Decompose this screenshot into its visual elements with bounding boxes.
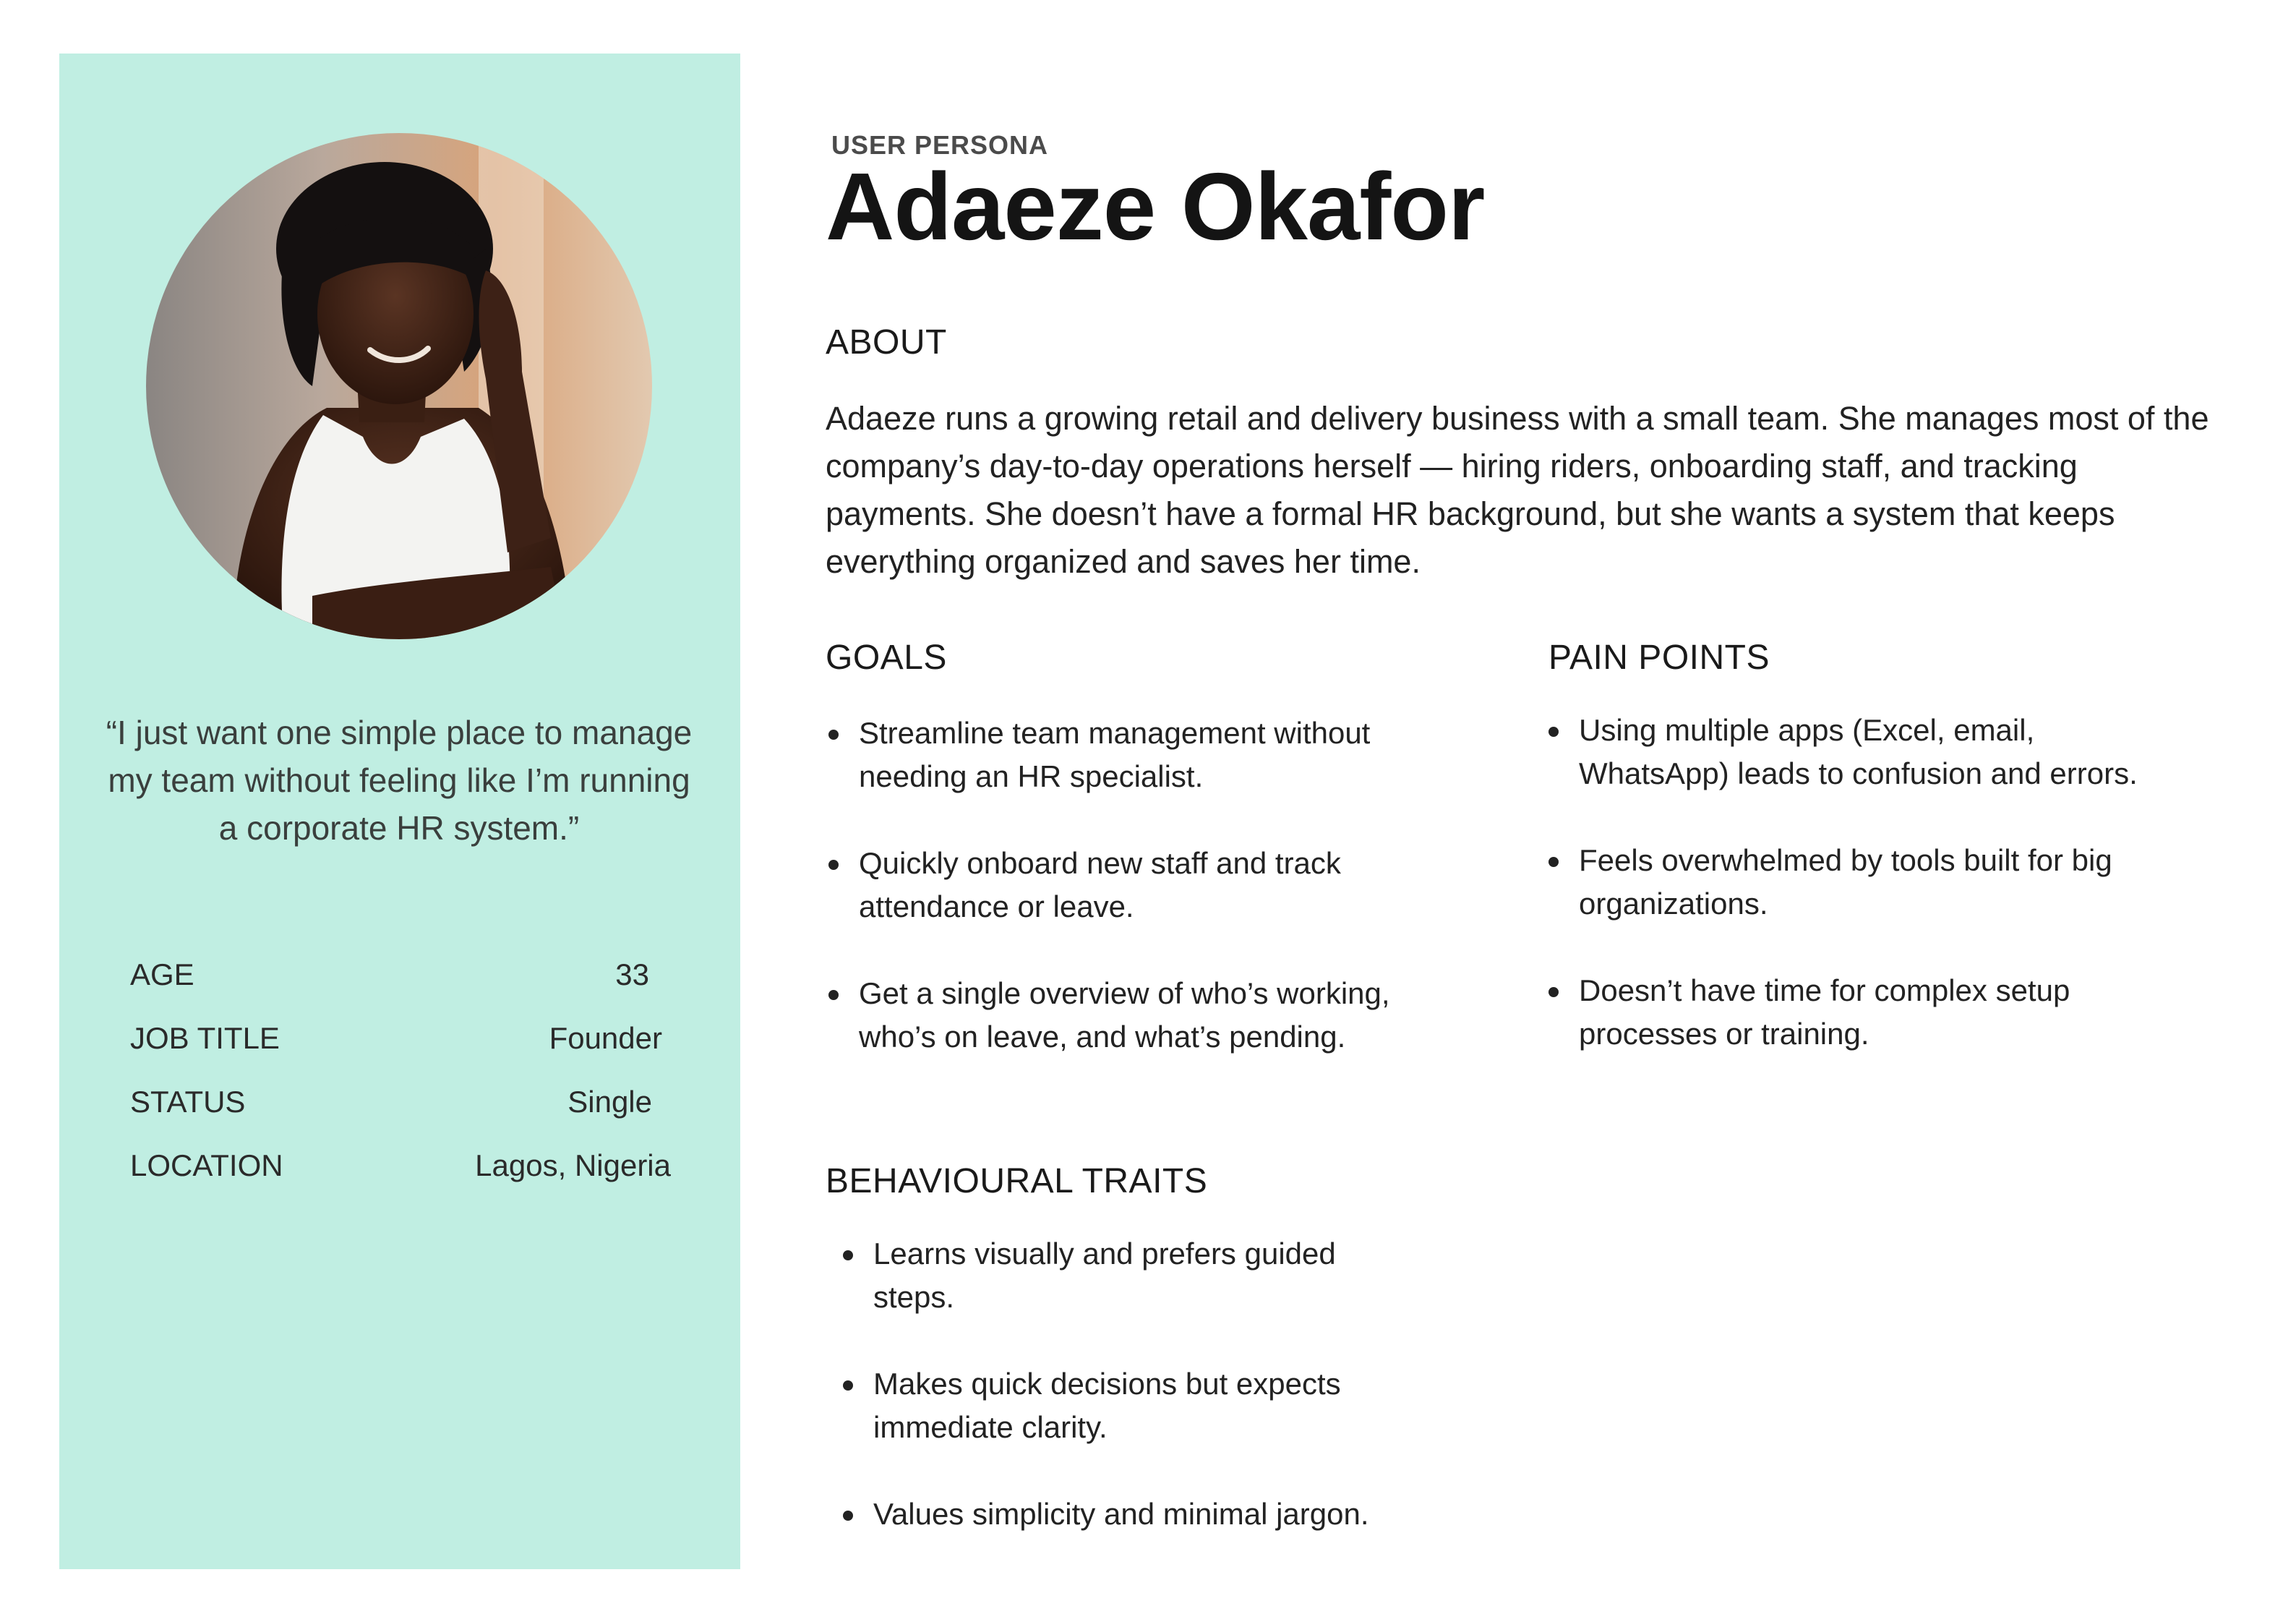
about-text: Adaeze runs a growing retail and delivery business with a small team. She manages most of the company’s day-to-day operations herself — hiring riders, onboarding staff, and tracking payments. She doesn’t have a formal HR background, but she wants a system that keeps everything organized and saves her time. [826, 400, 2209, 580]
fact-value: Founder [549, 1021, 662, 1055]
list-item [840, 1232, 1418, 1319]
fact-label: AGE [130, 957, 194, 991]
list-item-text: Values simplicity and minimal jargon. [873, 1497, 1369, 1531]
list-item [1546, 839, 2138, 926]
fact-value: Lagos, Nigeria [475, 1148, 671, 1182]
list-item-text: Quickly onboard new staff and track attendance or leave. [859, 846, 1341, 923]
page-eyebrow: USER PERSONA [831, 130, 1049, 160]
fact-label: JOB TITLE [130, 1021, 280, 1055]
bullet-icon [843, 1380, 853, 1391]
fact-label: LOCATION [130, 1148, 283, 1182]
list-item [840, 1362, 1418, 1449]
bullet-icon [828, 730, 839, 740]
fact-status [130, 1085, 671, 1148]
persona-name: Adaeze Okafor [826, 153, 1485, 260]
list-item [826, 712, 1447, 798]
portrait-photo-icon [146, 133, 652, 639]
fact-value: Single [567, 1085, 652, 1119]
list-item-text: Makes quick decisions but expects immediate clarity. [873, 1367, 1341, 1444]
fact-location [130, 1148, 671, 1212]
about-title: ABOUT [826, 323, 947, 362]
list-item [826, 972, 1447, 1059]
bullet-icon [1548, 727, 1559, 737]
fact-age [130, 957, 671, 1021]
bullet-icon [1548, 987, 1559, 997]
list-item [826, 842, 1447, 928]
persona-facts [130, 957, 671, 1212]
pain-points-list [1546, 709, 2138, 1099]
persona-panel [59, 54, 740, 1569]
list-item-text: Feels overwhelmed by tools built for big organizations. [1579, 843, 2112, 921]
list-item-text: Get a single overview of who’s working, who’s on leave, and what’s pending. [859, 976, 1390, 1054]
traits-list [840, 1232, 1418, 1579]
bullet-icon [1548, 857, 1559, 867]
goals-list [826, 712, 1447, 1102]
list-item-text: Doesn’t have time for complex setup processes or training. [1579, 973, 2070, 1051]
persona-quote: “I just want one simple place to manage my team without feeling like I’m running a corporate HR system.” [106, 714, 693, 847]
bullet-icon [843, 1511, 853, 1521]
list-item-text: Learns visually and prefers guided steps. [873, 1237, 1336, 1314]
list-item-text: Streamline team management without needing an HR specialist. [859, 716, 1371, 793]
bullet-icon [843, 1250, 853, 1260]
bullet-icon [828, 860, 839, 870]
list-item [1546, 969, 2138, 1056]
persona-photo [146, 133, 652, 639]
traits-title: BEHAVIOURAL TRAITS [826, 1162, 1208, 1200]
fact-label: STATUS [130, 1085, 246, 1119]
list-item-text: Using multiple apps (Excel, email, WhatsApp) leads to confusion and errors. [1579, 713, 2138, 790]
fact-job-title [130, 1021, 671, 1085]
fact-value: 33 [615, 957, 649, 991]
list-item [840, 1493, 1418, 1536]
list-item [1546, 709, 2138, 795]
bullet-icon [828, 990, 839, 1000]
pain-points-title: PAIN POINTS [1548, 639, 1770, 677]
goals-title: GOALS [826, 639, 947, 677]
